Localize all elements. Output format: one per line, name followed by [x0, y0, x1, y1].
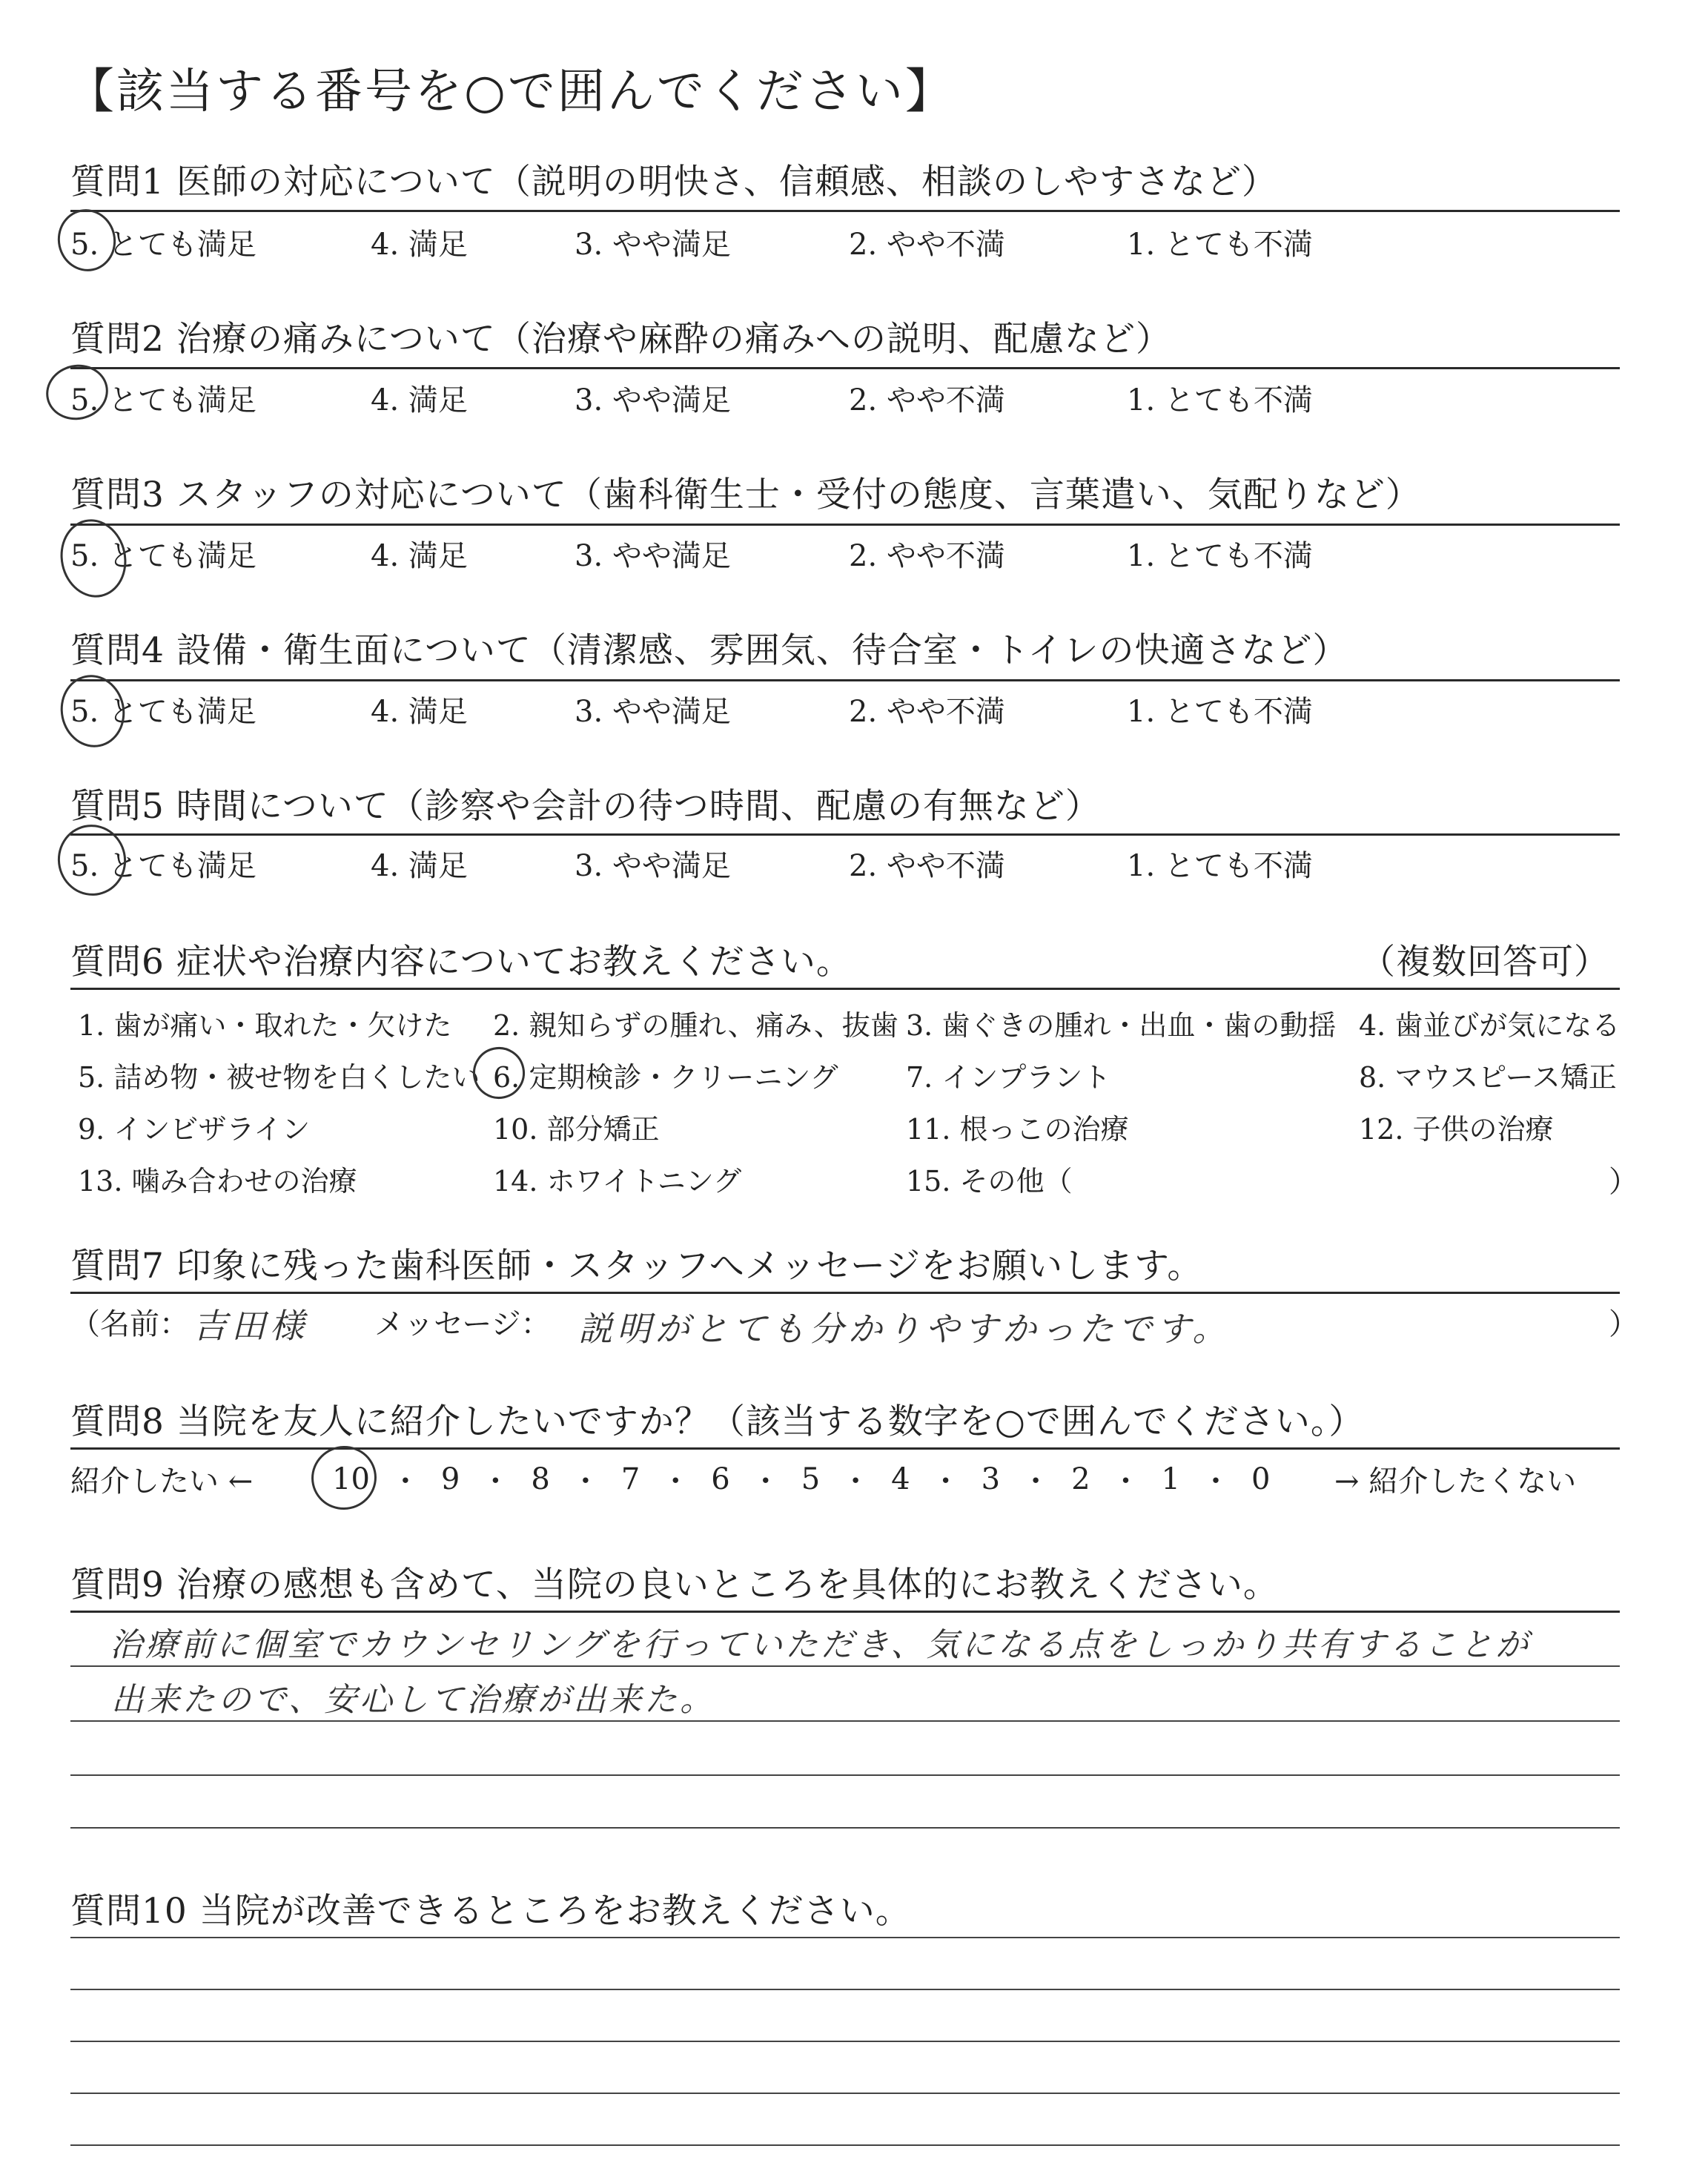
question-4-rule [70, 679, 1620, 681]
q6-item-14[interactable]: 14. ホワイトニング [493, 1165, 742, 1198]
q1-option-3[interactable]: 3. やや満足 [575, 228, 731, 262]
q8-dot: ・ [1021, 1464, 1051, 1499]
question-5-rule [70, 833, 1620, 836]
question-7-rule [70, 1292, 1620, 1294]
q8-score-8[interactable]: 8 [531, 1462, 550, 1496]
q5-option-5[interactable]: 5. とても満足 [70, 849, 256, 883]
q6-item-10[interactable]: 10. 部分矯正 [493, 1113, 660, 1146]
q9-answer-line-1[interactable]: 治療前に個室でカウンセリングを行っていただき、気になる点をしっかり共有することが [110, 1626, 1532, 1664]
q6-item-3[interactable]: 3. 歯ぐきの腫れ・出血・歯の動揺 [906, 1009, 1337, 1042]
q1-option-4[interactable]: 4. 満足 [371, 228, 468, 262]
q8-selection-circle [305, 1440, 383, 1516]
q9-writing-line [70, 1827, 1620, 1829]
q8-score-6[interactable]: 6 [711, 1462, 730, 1496]
q2-option-1[interactable]: 1. とても不満 [1127, 383, 1313, 417]
q6-item-8[interactable]: 8. マウスピース矯正 [1359, 1061, 1617, 1094]
q7-close-paren: ） [1609, 1307, 1638, 1341]
q7-name-value[interactable]: 吉田様 [193, 1306, 308, 1346]
q3-option-2[interactable]: 2. やや不満 [849, 539, 1005, 573]
q8-dot: ・ [661, 1464, 691, 1499]
q10-writing-line[interactable] [70, 2041, 1620, 2042]
q6-item-9[interactable]: 9. インビザライン [78, 1113, 311, 1146]
question-8-title: 質問8 当院を友人に紹介したいですか？（該当する数字を○で囲んでください。） [70, 1401, 1365, 1442]
q8-dot: ・ [841, 1464, 871, 1499]
q4-option-1[interactable]: 1. とても不満 [1127, 695, 1313, 729]
q9-writing-line [70, 1774, 1620, 1776]
q8-dot: ・ [750, 1464, 781, 1499]
q9-writing-line [70, 1665, 1620, 1667]
q5-option-1[interactable]: 1. とても不満 [1127, 849, 1313, 883]
q5-option-2[interactable]: 2. やや不満 [849, 849, 1005, 883]
question-9-rule [70, 1611, 1620, 1613]
q8-dot: ・ [1200, 1464, 1231, 1499]
q1-option-2[interactable]: 2. やや不満 [849, 228, 1005, 262]
question-7-title: 質問7 印象に残った歯科医師・スタッフへメッセージをお願いします。 [70, 1246, 1203, 1287]
q8-dot: ・ [480, 1464, 511, 1499]
q8-score-3[interactable]: 3 [981, 1462, 1001, 1496]
q5-selection-circle [51, 818, 133, 902]
question-2-rule [70, 367, 1620, 369]
q8-dot: ・ [390, 1464, 420, 1499]
question-10-title: 質問10 当院が改善できるところをお教えください。 [70, 1891, 911, 1932]
q8-dot: ・ [570, 1464, 600, 1499]
question-6-title: 質問6 症状や治療内容についてお教えください。 [70, 942, 852, 982]
q8-scale [332, 1458, 1270, 1500]
question-4-title: 質問4 設備・衛生面について（清潔感、雰囲気、待合室・トイレの快適さなど） [70, 630, 1348, 671]
question-6-note: （複数回答可） [1360, 942, 1609, 982]
q2-option-3[interactable]: 3. やや満足 [575, 383, 731, 417]
question-5-title: 質問5 時間について（診察や会計の待つ時間、配慮の有無など） [70, 786, 1101, 827]
q6-item-7[interactable]: 7. インプラント [906, 1061, 1111, 1094]
q6-other-close-paren: ） [1609, 1165, 1638, 1199]
q3-selection-circle [53, 513, 133, 604]
q8-dot: ・ [930, 1464, 961, 1499]
q5-option-4[interactable]: 4. 満足 [371, 849, 468, 883]
q7-name-label: （名前： [70, 1307, 189, 1341]
q6-item-13[interactable]: 13. 噛み合わせの治療 [78, 1165, 357, 1198]
question-6-rule [70, 988, 1620, 990]
q8-score-0[interactable]: 0 [1251, 1462, 1271, 1496]
q8-score-10[interactable]: 10 [332, 1462, 370, 1496]
q8-score-7[interactable]: 7 [620, 1462, 640, 1496]
q10-writing-line[interactable] [70, 2093, 1620, 2094]
q1-option-5[interactable]: 5. とても満足 [70, 228, 256, 262]
q6-item-5[interactable]: 5. 詰め物・被せ物を白くしたい [78, 1061, 480, 1094]
q8-score-2[interactable]: 2 [1071, 1462, 1090, 1496]
q10-writing-line[interactable] [70, 1937, 1620, 1938]
question-3-title: 質問3 スタッフの対応について（歯科衛生士・受付の態度、言葉遣い、気配りなど） [70, 475, 1421, 515]
survey-header: 【該当する番号を○で囲んでください】 [67, 65, 955, 119]
q8-dot: ・ [1110, 1464, 1141, 1499]
q1-option-1[interactable]: 1. とても不満 [1127, 228, 1313, 262]
q5-option-3[interactable]: 3. やや満足 [575, 849, 731, 883]
q2-option-5[interactable]: 5. とても満足 [70, 383, 256, 417]
q3-option-4[interactable]: 4. 満足 [371, 539, 468, 573]
question-3-rule [70, 524, 1620, 526]
q6-item-11[interactable]: 11. 根っこの治療 [906, 1113, 1129, 1146]
q10-writing-line[interactable] [70, 2144, 1620, 2146]
q9-answer-line-2[interactable]: 出来たので、安心して治療が出来た。 [111, 1681, 716, 1719]
q3-option-3[interactable]: 3. やや満足 [575, 539, 731, 573]
q7-message-value[interactable]: 説明がとても分かりやすかったです。 [578, 1309, 1231, 1349]
q6-item-4[interactable]: 4. 歯並びが気になる [1359, 1009, 1621, 1042]
q8-score-5[interactable]: 5 [801, 1462, 821, 1496]
q8-left-label: 紹介したい ← [70, 1464, 254, 1499]
q1-selection-circle [52, 204, 122, 277]
q6-item-1[interactable]: 1. 歯が痛い・取れた・欠けた [78, 1009, 452, 1042]
q2-option-2[interactable]: 2. やや不満 [849, 383, 1005, 417]
q4-option-5[interactable]: 5. とても満足 [70, 695, 256, 729]
q10-writing-line[interactable] [70, 1989, 1620, 1990]
question-8-rule [70, 1447, 1620, 1450]
q8-score-9[interactable]: 9 [440, 1462, 460, 1496]
question-1-rule [70, 210, 1620, 212]
q4-option-4[interactable]: 4. 満足 [371, 695, 468, 729]
q6-item-2[interactable]: 2. 親知らずの腫れ、痛み、抜歯 [493, 1009, 898, 1042]
q4-selection-circle [54, 669, 131, 753]
q7-message-label: メッセージ： [374, 1307, 551, 1341]
q6-item-12[interactable]: 12. 子供の治療 [1359, 1113, 1554, 1146]
q4-option-2[interactable]: 2. やや不満 [849, 695, 1005, 729]
q3-option-5[interactable]: 5. とても満足 [70, 539, 256, 573]
question-1-title: 質問1 医師の対応について（説明の明快さ、信頼感、相談のしやすさなど） [70, 162, 1278, 202]
q3-option-1[interactable]: 1. とても不満 [1127, 539, 1313, 573]
q6-item-15[interactable]: 15. その他（ [906, 1165, 1073, 1198]
q9-writing-line [70, 1720, 1620, 1722]
q8-score-1[interactable]: 1 [1161, 1462, 1180, 1496]
question-2-title: 質問2 治療の痛みについて（治療や麻酔の痛みへの説明、配慮など） [70, 319, 1171, 360]
q4-option-3[interactable]: 3. やや満足 [575, 695, 731, 729]
q8-right-label: → 紹介したくない [1334, 1464, 1577, 1499]
q8-score-4[interactable]: 4 [891, 1462, 910, 1496]
q6-item-6[interactable]: 6. 定期検診・クリーニング [493, 1061, 838, 1094]
q2-option-4[interactable]: 4. 満足 [371, 383, 468, 417]
question-9-title: 質問9 治療の感想も含めて、当院の良いところを具体的にお教えください。 [70, 1565, 1279, 1605]
